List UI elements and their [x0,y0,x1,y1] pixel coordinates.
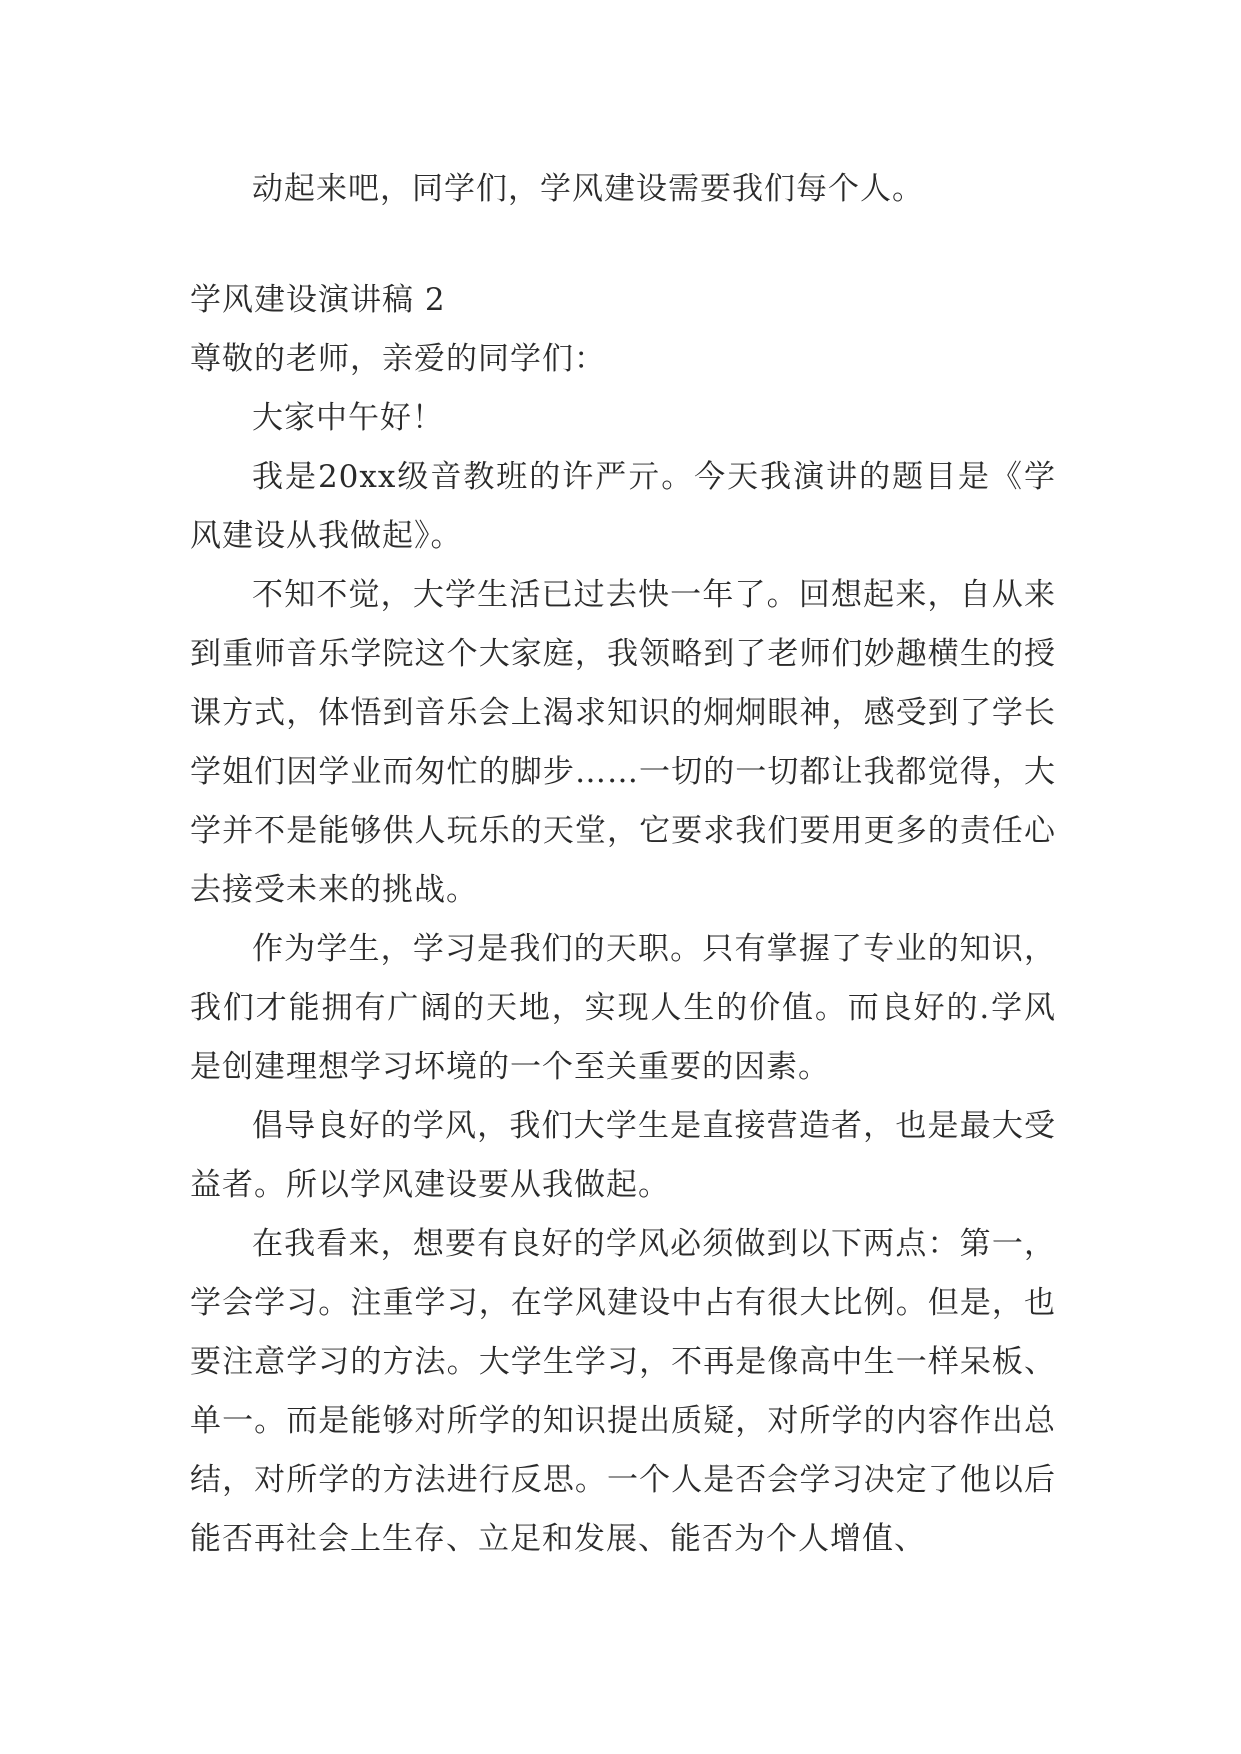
salutation: 尊敬的老师，亲爱的同学们： [190,341,606,377]
greeting: 大家中午好！ [252,400,444,436]
paragraph-intro: 我是20xx级音教班的许严亓。今天我演讲的题目是《学风建设从我做起》。 [190,459,1056,554]
paragraph-advocate: 倡导良好的学风，我们大学生是直接营造者，也是最大受益者。所以学风建设要从我做起。 [190,1108,1056,1203]
paragraph-reflection: 不知不觉，大学生活已过去快一年了。回想起来，自从来到重师音乐学院这个大家庭，我领略到了老师们妙趣横生的授课方式，体悟到音乐会上渴求知识的炯炯眼神，感受到了学长学姐们因学业而匆忙的脚步……一切的一切都让我都觉得，大学并不是能够供人玩乐的天堂，它要求我们要用更多的责任心去接受未来的挑战。 [190,577,1056,908]
section-title: 学风建设演讲稿 2 [190,282,446,318]
document-body [190,160,1056,1569]
paragraph-closing: 动起来吧，同学们，学风建设需要我们每个人。 [252,171,924,207]
paragraph-points: 在我看来，想要有良好的学风必须做到以下两点：第一，学会学习。注重学习，在学风建设中占有很大比例。但是，也要注意学习的方法。大学生学习，不再是像高中生一样呆板、单一。而是能够对所学的知识提出质疑，对所学的内容作出总结，对所学的方法进行反思。一个人是否会学习决定了他以后能否再社会上生存、立足和发展、能否为个人增值、 [190,1226,1056,1557]
paragraph-duty: 作为学生，学习是我们的天职。只有掌握了专业的知识，我们才能拥有广阔的天地，实现人生的价值。而良好的.学风是创建理想学习坏境的一个至关重要的因素。 [190,931,1056,1085]
